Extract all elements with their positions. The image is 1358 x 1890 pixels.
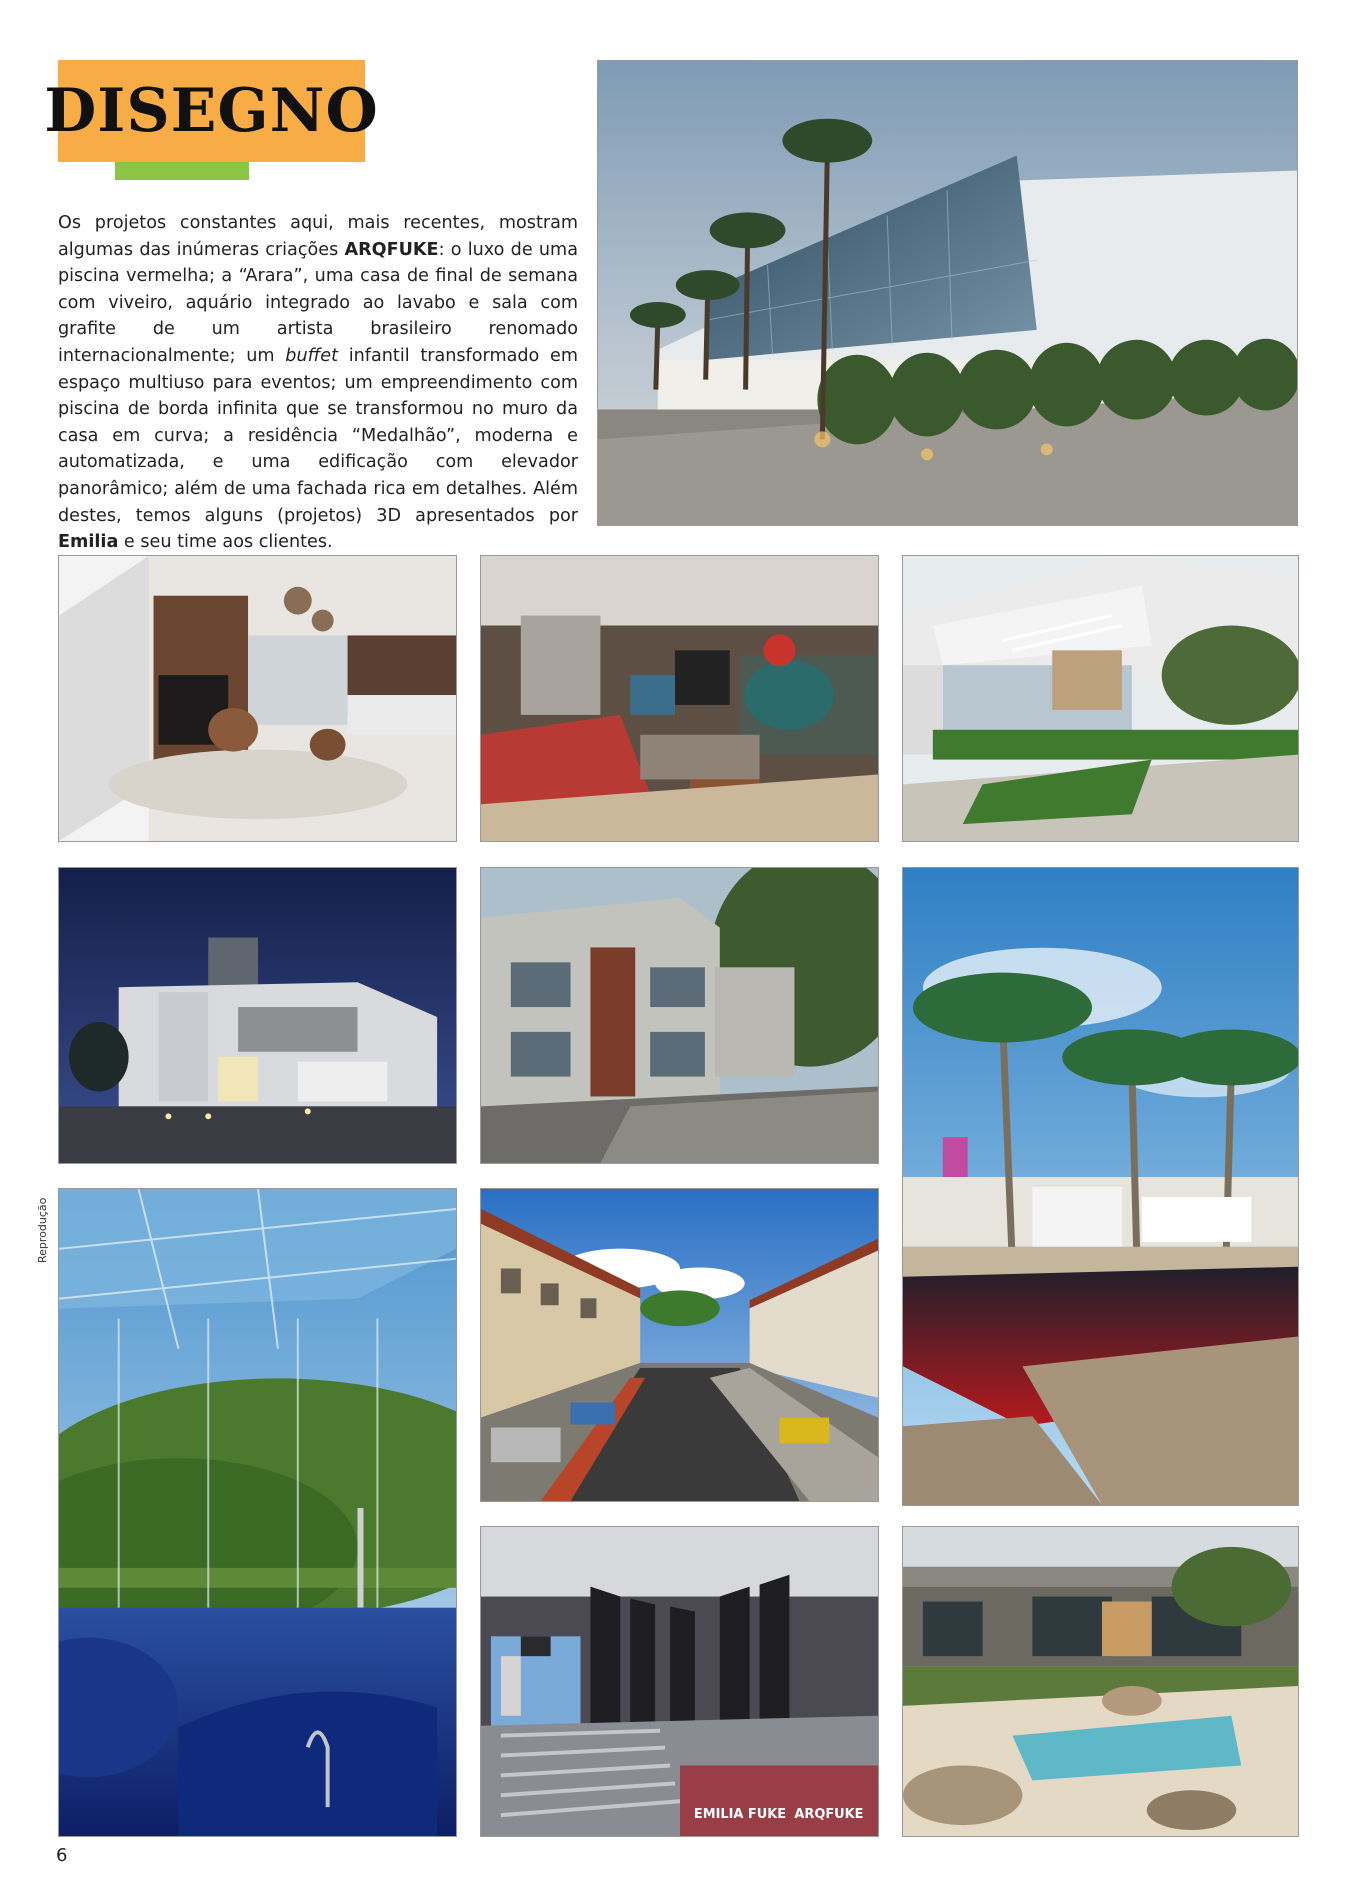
accent-bar bbox=[115, 162, 249, 180]
photo-covered-terrace bbox=[902, 555, 1299, 842]
intro-text-4: e seu time aos clientes. bbox=[118, 532, 333, 553]
intro-text-3: infantil transformado em espaço multiuso para eventos; um empreendimento com piscina de borda infinita que se transformou no muro da casa em curva; a residência “Medalhão”, moderna e automatizada, e uma edificação com elevador panorâmico; além de uma fachada rica em detalhes. Além destes, temos alguns (projetos) 3D apresentados por bbox=[58, 345, 578, 526]
watermark-left: EMILIA FUKE bbox=[693, 1807, 787, 1823]
photo-modern-facade bbox=[480, 867, 879, 1164]
designer-name: Emilia bbox=[58, 532, 119, 553]
photo-event-hall-3d bbox=[480, 1526, 879, 1837]
photo-game-room bbox=[480, 555, 879, 842]
photo-hero-facade bbox=[597, 60, 1298, 526]
intro-text-1: Os projetos constantes aqui, mais recentes, mostram algumas das inúmeras criações bbox=[58, 213, 578, 260]
intro-paragraph bbox=[58, 210, 578, 556]
photo-credit: Reprodução bbox=[36, 1197, 49, 1263]
page-number: 6 bbox=[56, 1845, 68, 1866]
buffet-word: buffet bbox=[285, 345, 339, 366]
photo-night-residence bbox=[58, 867, 457, 1164]
watermark-right: ARQFUKE bbox=[794, 1807, 864, 1823]
photo-red-pool-palms bbox=[902, 867, 1299, 1506]
section-title: DISEGNO bbox=[44, 76, 379, 146]
photo-living-room-bar bbox=[58, 555, 457, 842]
intro-text-2: : o luxo de uma piscina vermelha; a “Arara”, uma casa de final de semana com viveiro, aquário integrado ao lavabo e sala com grafite de um artista brasileiro renomado internacionalmente; um bbox=[58, 239, 578, 366]
photo-infinity-pool-glass bbox=[58, 1188, 457, 1837]
photo-condo-street-3d bbox=[480, 1188, 879, 1502]
brand-name: ARQFUKE bbox=[344, 239, 439, 260]
photo-pool-house-3d bbox=[902, 1526, 1299, 1837]
section-title-box bbox=[44, 60, 379, 162]
